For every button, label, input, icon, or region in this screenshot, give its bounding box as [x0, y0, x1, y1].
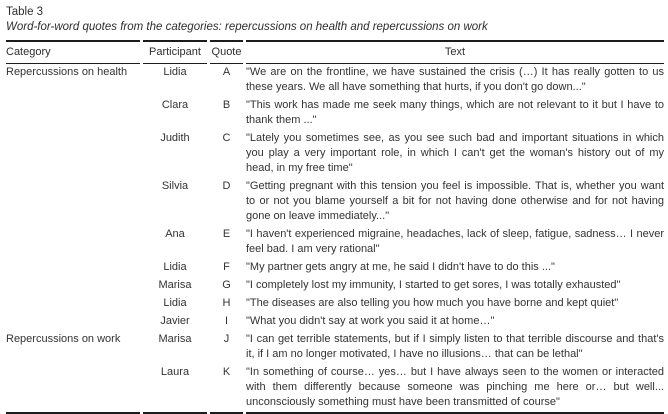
- table-row: [6, 295, 664, 313]
- table-row: [6, 178, 664, 226]
- table-row: [6, 364, 664, 414]
- header-row: [6, 40, 664, 64]
- text-cell: "In something of course… yes… but I have always seen to the women or interacted with them differently because someone was pinching me here or… but well... unconsciously something must have been transmitted of course": [246, 364, 664, 414]
- category-cell: [6, 226, 140, 259]
- column-header-text: Text: [246, 40, 664, 64]
- quote-cell: G: [222, 279, 231, 291]
- text-cell: "This work has made me seek many things, which are not relevant to it but I have to thank them ...": [246, 99, 664, 126]
- participant-cell: Clara: [161, 99, 189, 111]
- column-header-participant: Participant: [143, 40, 207, 64]
- category-cell: [6, 277, 140, 295]
- category-cell: [6, 259, 140, 277]
- text-cell: "I haven't experienced migraine, headaches, lack of sleep, fatigue, sadness… I never feel bad. I am very rational": [246, 228, 664, 255]
- quote-cell: E: [222, 228, 231, 240]
- quote-cell: I: [224, 315, 229, 327]
- participant-cell: Marisa: [158, 279, 192, 291]
- table-row: [6, 259, 664, 277]
- quotes-table: [3, 40, 667, 414]
- category-cell: [6, 313, 140, 331]
- column-header-quote: Quote: [210, 40, 243, 64]
- table-caption: Word-for-word quotes from the categories: repercussions on health and repercussions on work: [6, 21, 488, 33]
- table-row: [6, 331, 664, 364]
- category-cell: [6, 178, 140, 226]
- quote-cell: K: [210, 364, 243, 414]
- quote-cell: A: [222, 66, 231, 78]
- table-row: [6, 97, 664, 130]
- participant-cell: Ana: [165, 228, 185, 240]
- table-label: Table 3: [6, 6, 44, 18]
- category-cell: [6, 130, 140, 178]
- text-cell: "I can get terrible statements, but if I simply listen to that terrible discourse and that's it, if I am no longer motivated, I have no illusions… that can be lethal": [246, 333, 664, 360]
- quote-cell: J: [223, 333, 230, 345]
- text-cell: "We are on the frontline, we have sustained the crisis (…) It has really gotten to us these years. We all have something that hurts, if you don't go down...": [246, 66, 664, 93]
- table-row: [6, 226, 664, 259]
- participant-cell: Marisa: [158, 333, 192, 345]
- participant-cell: Lidia: [163, 297, 187, 309]
- category-cell: [6, 295, 140, 313]
- category-cell: Repercussions on health: [6, 66, 128, 78]
- quote-cell: H: [222, 297, 231, 309]
- text-cell: "My partner gets angry at me, he said I didn't have to do this ...": [246, 261, 555, 273]
- table-row: [6, 277, 664, 295]
- participant-cell: Javier: [160, 315, 190, 327]
- participant-cell: Silvia: [161, 180, 189, 192]
- table-row: [6, 130, 664, 178]
- text-cell: "What you didn't say at work you said it at home…": [246, 315, 495, 327]
- participant-cell: Lidia: [163, 261, 187, 273]
- quote-cell: D: [222, 180, 231, 192]
- category-cell: Repercussions on work: [6, 333, 121, 345]
- table-row: [6, 64, 664, 97]
- quote-cell: C: [222, 132, 231, 144]
- participant-cell: Judith: [160, 132, 190, 144]
- column-header-category: Category: [6, 40, 140, 64]
- table-row: [6, 313, 664, 331]
- text-cell: "Getting pregnant with this tension you feel is impossible. That is, whether you want to or not you blame yourself a bit for not having done otherwise and for not having gone on leave immediately...": [246, 180, 664, 222]
- category-cell: [6, 364, 140, 414]
- text-cell: "I completely lost my immunity, I started to get sores, I was totally exhausted": [246, 279, 621, 291]
- quote-cell: B: [222, 99, 231, 111]
- category-cell: [6, 97, 140, 130]
- text-cell: "The diseases are also telling you how much you have borne and kept quiet": [246, 297, 619, 309]
- participant-cell: Laura: [143, 364, 207, 414]
- quote-cell: F: [223, 261, 230, 273]
- text-cell: "Lately you sometimes see, as you see such bad and important situations in which you play a very important role, in which I can't get the woman's history out of my head, in my free time": [246, 132, 664, 174]
- participant-cell: Lidia: [163, 66, 187, 78]
- table-body: [6, 64, 664, 414]
